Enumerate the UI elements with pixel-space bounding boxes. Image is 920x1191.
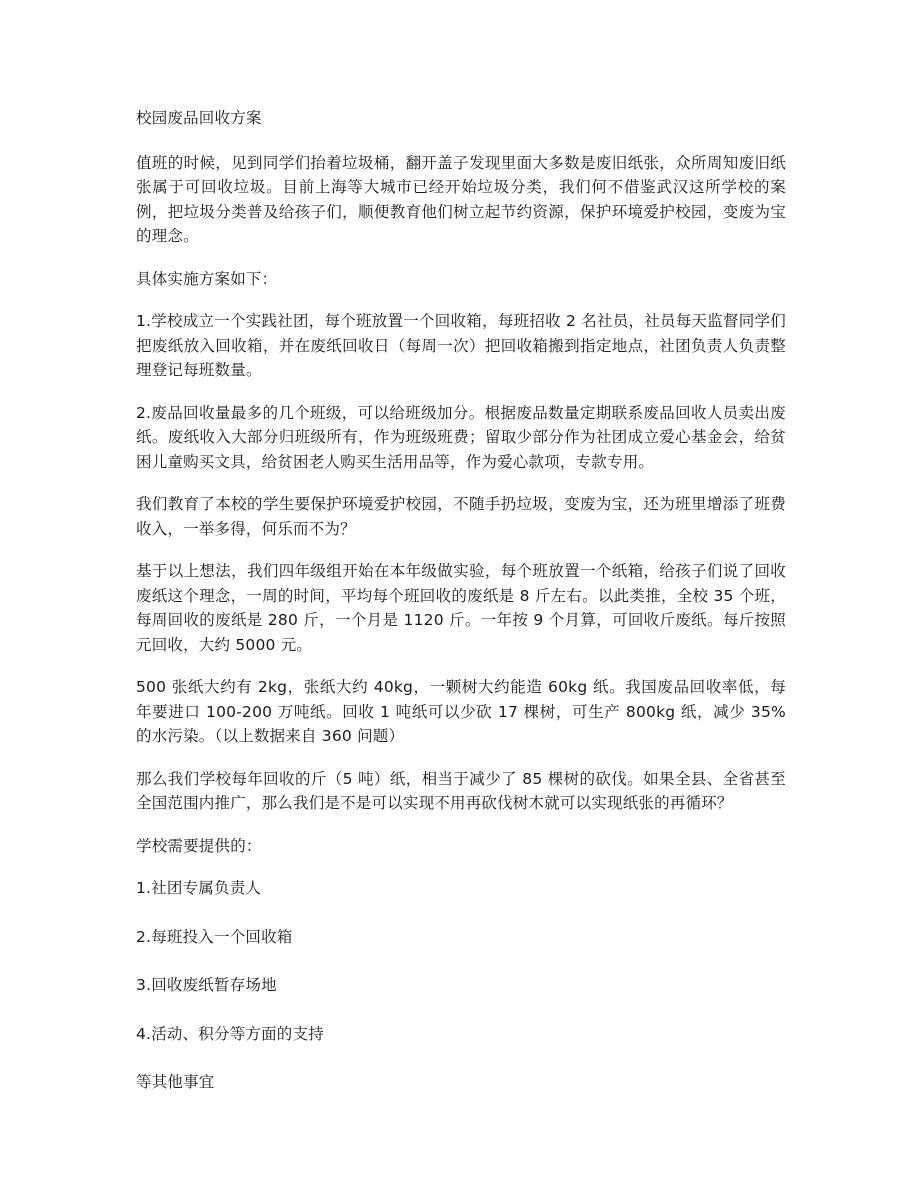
- plan-item-2: 2.废品回收量最多的几个班级，可以给班级加分。根据废品数量定期联系废品回收人员卖出废纸。废纸收入大部分归班级所有，作为班级班费；留取少部分作为社团成立爱心基金会，给贫困儿童购买文具，给贫困老人购买生活用品等，作为爱心款项，专款专用。: [136, 403, 786, 471]
- requirement-item-3: 3.回收废纸暂存场地: [136, 976, 277, 994]
- requirement-item-2: 2.每班投入一个回收箱: [136, 927, 293, 946]
- document-page: [136, 106, 786, 1113]
- intro-paragraph: 值班的时候，见到同学们抬着垃圾桶，翻开盖子发现里面大多数是废旧纸张，众所周知废旧纸张属于可回收垃圾。目前上海等大城市已经开始垃圾分类，我们何不借鉴武汉这所学校的案例，把垃圾分类普及给孩子们，顺便教育他们树立起节约资源，保护环境爱护校园，变废为宝的理念。: [136, 153, 786, 245]
- document-title: 校园废品回收方案: [136, 109, 262, 127]
- closing-line: 等其他事宜: [136, 1073, 215, 1091]
- plan-item-1: 1.学校成立一个实践社团，每个班放置一个回收箱，每班招收 2 名社员，社员每天监督同学们把废纸放入回收箱，并在废纸回收日（每周一次）把回收箱搬到指定地点，社团负责人负责整理登记每班数量。: [136, 312, 786, 379]
- requirement-item-4: 4.活动、积分等方面的支持: [136, 1024, 324, 1043]
- requirement-item-1: 1.社团专属负责人: [136, 879, 262, 897]
- data-paragraph: 500 张纸大约有 2kg，张纸大约 40kg，一颗树大约能造 60kg 纸。我国废品回收率低，每年要进口 100-200 万吨纸。回收 1 吨纸可以少砍 17 棵树，可生产 800kg 纸，减少 35% 的水污染。（以上数据来自 360 问题）: [136, 678, 786, 745]
- plan-heading: 具体实施方案如下：: [136, 269, 278, 288]
- education-paragraph: 我们教育了本校的学生要保护环境爱护校园，不随手扔垃圾，变废为宝，还为班里增添了班费收入，一举多得，何乐而不为？: [136, 495, 786, 538]
- impact-paragraph: 那么我们学校每年回收的斤（5 吨）纸，相当于减少了 85 棵树的砍伐。如果全县、全省甚至全国范围内推广，那么我们是不是可以实现不用再砍伐树木就可以实现纸张的再循环？: [136, 769, 786, 812]
- requirements-heading: 学校需要提供的：: [136, 836, 262, 855]
- experiment-paragraph: 基于以上想法，我们四年级组开始在本年级做实验，每个班放置一个纸箱，给孩子们说了回收废纸这个理念，一周的时间，平均每个班回收的废纸是 8 斤左右。以此类推，全校 35 个班，每周回收的废纸是 280 斤，一个月是 1120 斤。一年按 9 个月算，可回收斤废纸。每斤按照元回收，大约 5000 元。: [136, 562, 786, 654]
